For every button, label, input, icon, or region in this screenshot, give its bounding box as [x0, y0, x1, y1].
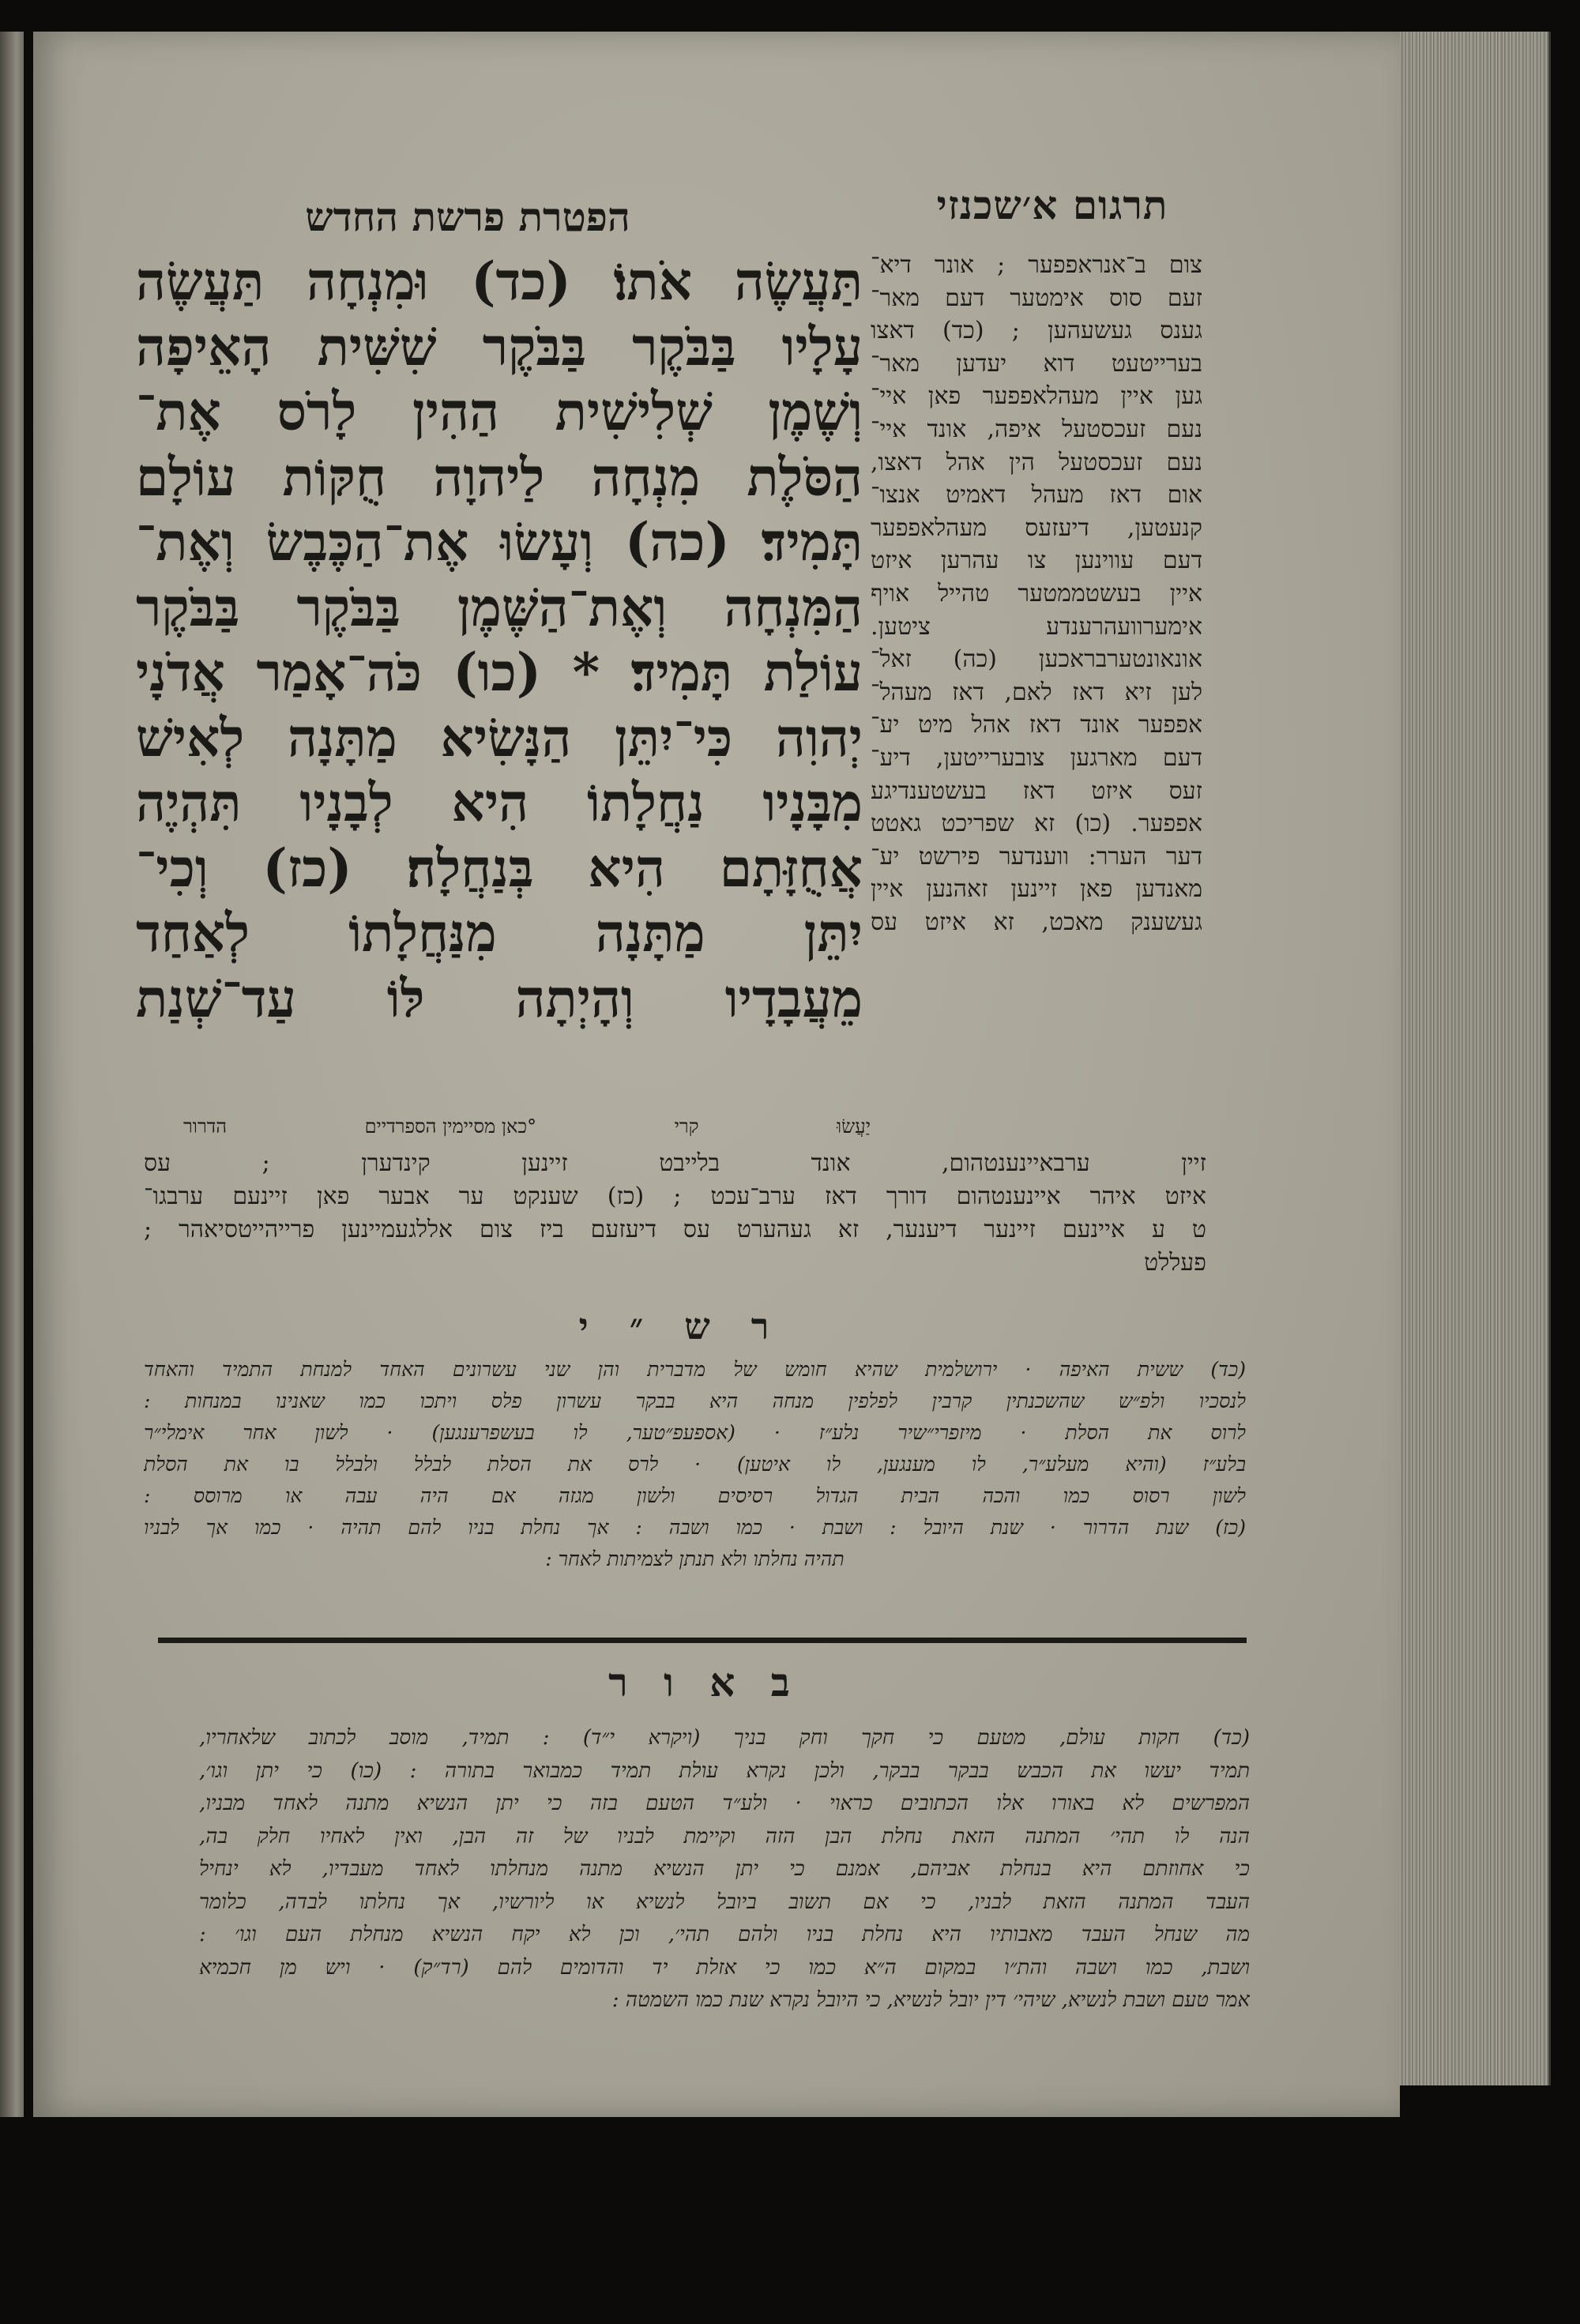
targum-header: תרגום א׳שכנזי: [936, 182, 1168, 228]
targum-line: איין בעשטממטער טהייל אויף: [871, 579, 1202, 607]
hebrew-line: מִבָּנָיו נַחֲלָתוֹ הִיא לְבָנָיו תִּהְיֶה: [136, 772, 863, 833]
rashi-line: (כד) ששית האיפה · ירושלמית שהיא חומש של מדברית והן שני עשרונים האחד למנחת התמיד והאחד: [144, 1358, 1246, 1381]
hebrew-line: עָלָיו בַּבֹּקֶר בַּבֹּקֶר שִׁשִּׁית הָאֵיפָה: [136, 315, 863, 378]
targum-line: בערייטעט דוא יעדען מאר־: [871, 349, 1202, 378]
hebrew-line: תָּמִיד׃ (כה) וְעָשׂוּ אֶת־הַכֶּבֶשׂ וְאֶת־: [136, 511, 863, 573]
biur-title: ב א ו ר: [608, 1659, 801, 1705]
rashi-line: לרוס את הסלת · מיזפרי״שיר נלע״ז · (אספעפ״טער, לו בעשפרענגען) · לשון אחר אימלי״ר: [144, 1421, 1246, 1444]
book-page: [33, 32, 1400, 2117]
hebrew-line: הַסֹּלֶת מִנְחָה לַיהוָה חֻקּוֹת עוֹלָם: [136, 446, 863, 508]
targum-wide-line: ט ע איינעם זיינער דיענער, זא געהערט עס דיעזעם ביז צום אללגעמיינען פרייהייטסיאהר ;: [144, 1216, 1206, 1243]
rashi-line: לנסכיו ולפ״ש שהשכנתין קרבין לפלפין מנחה היא בבקר עשרון פלס ויתכו כמו שאנינו במנחות :: [144, 1390, 1246, 1412]
hebrew-line: הַמִּנְחָה וְאֶת־הַשֶּׁמֶן בַּבֹּקֶר בַּבֹּקֶר: [136, 576, 863, 638]
rashi-line: תהיה נחלתו ולא תנתן לצמיתות לאחר :: [545, 1547, 845, 1570]
targum-line: גענס געשעהען ; (כד) דאצו: [871, 317, 1202, 345]
footnote-marker: °כאן מסיימין הספרדיים: [364, 1115, 537, 1138]
targum-line: נעם זעכסטעל איפה, אונד איי־: [871, 415, 1202, 443]
targum-wide-line: זיין ערבאיינענטהום, אונד בלייבט זיינען קינדערן ; עס: [144, 1149, 1206, 1177]
targum-line: אום דאז מעהל דאמיט אנצו־: [871, 481, 1202, 510]
biur-line: תמיד יעשו את הכבש בבקר בבקר, ולכן נקרא עולת תמיד כמבואר בתורה : (כו) כי יתן וגו׳,: [199, 1758, 1250, 1783]
targum-line: מאנדען פאן זיינען זאהנען איין: [871, 875, 1202, 904]
qere-footnote: [183, 1115, 871, 1138]
hebrew-text-column: [136, 249, 863, 1031]
targum-column: [871, 249, 1202, 938]
footnote-word: יַעֲשׂוּ: [836, 1115, 871, 1138]
targum-line: דעם עווינען צו עהרען איזט: [871, 547, 1202, 575]
targum-line: אפפער. (כו) זא שפריכט גאטט: [871, 810, 1202, 838]
hebrew-line: יְהוִה כִּי־יִתֵּן הַנָּשִׂיא מַתָּנָה לְאִישׁ: [136, 706, 863, 769]
biur-line: העבד המתנה הזאת לבניו, כי אם תשוב ביובל לנשיא או ליורשיו, אך נחלתו לבדה, כלומר: [199, 1890, 1250, 1914]
biur-commentary: [199, 1722, 1250, 2018]
targum-wide-line: פעללט: [1144, 1249, 1206, 1277]
targum-line: זעם סוס אימטער דעם מאר־: [871, 284, 1202, 312]
rashi-line: (כז) שנת הדרור · שנת היובל : ושבת · כמו ושבה : אך נחלת בניו להם תהיה · כמו אך לבניו: [144, 1516, 1246, 1539]
targum-line: גען איין מעהלאפפער פאן איי־: [871, 382, 1202, 411]
hebrew-line: וְשֶׁמֶן שְׁלִישִׁית הַהִין לָרֹס אֶת־: [136, 381, 863, 442]
hebrew-line: אֲחֻזָּתָם הִיא בְּנַחֲלָה׃ (כז) וְכִי־: [136, 837, 863, 899]
left-page-edge: [0, 32, 24, 2117]
targum-line: אימערוועהרענדע ציטען.: [871, 612, 1202, 641]
targum-wide-line: איזט איהר איינענטהום דורך דאז ערב־עכט ; (כז) שענקט ער אבער פאן זיינעם ערבגו־: [144, 1183, 1206, 1210]
rashi-commentary: [144, 1354, 1246, 1575]
biur-line: הנה לו תהי׳ המתנה הזאת נחלת הבן הזה וקיימת לבניו של זה הבן, ואין לאחיו חלק בה,: [199, 1824, 1250, 1848]
targum-line: צום ב־אנראפפער ; אונר דיא־: [871, 251, 1202, 279]
divider-rule: [158, 1638, 1247, 1643]
footnote-qere: קרי: [674, 1115, 699, 1138]
biur-line: מה שנחל העבד מאבותיו היא נחלת בניו ולהם תהי׳, וכן לא יקח הנשיא מנחלת העם וגו׳ :: [199, 1923, 1250, 1946]
targum-line: זעס איזט דאז בעשטענדיגע: [871, 777, 1202, 805]
page-stack-edge: [1390, 32, 1551, 2085]
footnote-haftarah-end: הדרור: [183, 1115, 228, 1138]
rashi-line: לשון רסוס כמו והכה הבית הגדול רסיסים ולשון מגזה אם היה עבה או מרוסס :: [144, 1484, 1246, 1507]
targum-line: דעם מארגען צובערייטען, דיע־: [871, 743, 1202, 772]
targum-line: געשענק מאכט, זא איזט עס: [871, 908, 1202, 936]
targum-line: אונאונטערבראכען (כה) זאל־: [871, 645, 1202, 674]
hebrew-line: יִתֵּן מַתָּנָה מִנַּחֲלָתוֹ לְאַחַד: [136, 902, 863, 964]
biur-line: המפרשים לא באורו אלו הכתובים כראוי · ולע״ד הטעם בזה כי יתן הנשיא מתנה לאחד מבניו,: [199, 1792, 1250, 1815]
biur-line: (כד) חקות עולם, מטעם כי חקך וחק בניך (ויקרא י״ד) : תמיד, מוסב לכתוב שלאחריו,: [199, 1726, 1250, 1750]
rashi-title: ר ש ״ י: [578, 1305, 784, 1348]
hebrew-line: מֵעֲבָדָיו וְהָיְתָה לּוֹ עַד־שְׁנַת: [136, 967, 863, 1029]
haftarah-header: הפטרת פרשת החדש: [305, 194, 630, 240]
hebrew-line: תַּעֲשֶׂה אֹתוֹ׃ (כד) וּמִנְחָה תַּעֲשֶׂה: [136, 250, 863, 312]
background-shadow: [33, 2117, 1534, 2324]
targum-line: לען זיא דאז לאם, דאז מעהל־: [871, 678, 1202, 706]
targum-line: קנעטען, דיעזעס מעהלאפפער: [871, 513, 1202, 542]
biur-line: כי אחוזתם היא בנחלת אביהם, אמנם כי יתן הנשיא מתנה מנחלתו לאחד מעבדיו, לא ינחיל: [199, 1857, 1250, 1881]
targum-wide-block: [144, 1147, 1206, 1280]
targum-line: דער הערר: ווענדער פירשט יע־: [871, 842, 1202, 871]
rashi-line: בלע״ז (והיא מעלע״ר, לו מענגען, לו איטען) · לרס את הסלת לבלל ולבלל בו את הסלת: [144, 1453, 1246, 1476]
biur-line: ושבת, כמו ושבה והת״ו במקום ה״א כמו כי אזלת יד והדומים להם (רד״ק) · ויש מן חכמיא: [199, 1955, 1250, 1980]
hebrew-line: עוֹלַת תָּמִיד׃ * (כו) כֹּה־אָמַר אֲדֹנָי: [136, 641, 863, 703]
targum-line: נעם זעכסטעל הין אהל דאצו,: [871, 448, 1202, 476]
targum-line: אפפער אונד דאז אהל מיט יע־: [871, 711, 1202, 739]
biur-line: אמר טעם ושבת לנשיא, שיהי׳ דין יובל לנשיא, כי היובל נקרא שנת כמו השמטה :: [611, 1988, 1250, 2012]
